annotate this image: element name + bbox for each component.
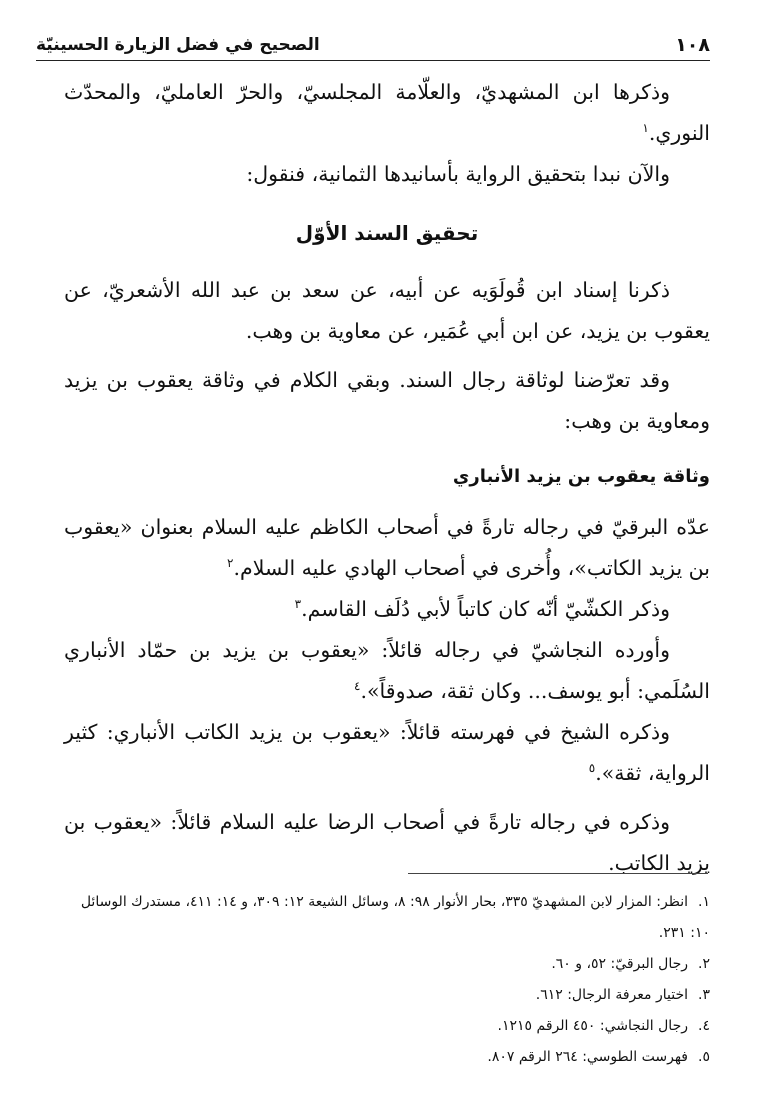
paragraph xyxy=(64,712,710,794)
footnote-ref: ٤ xyxy=(354,679,361,694)
paragraph xyxy=(64,72,710,154)
running-header xyxy=(36,30,710,61)
footnote-divider xyxy=(408,873,708,874)
footnote xyxy=(64,949,710,980)
paragraph xyxy=(64,507,710,589)
footnote-ref: ٥ xyxy=(588,761,596,776)
footnote xyxy=(64,980,710,1011)
paragraph xyxy=(64,589,710,630)
paragraph: ذكرنا إسناد ابن قُولَوَيه عن أبيه، عن سعد بن عبد الله الأشعريّ، عن يعقوب بن يزيد، عن ابن أبي عُمَير، عن معاوية بن وهب. xyxy=(64,278,710,343)
footnote-text: رجال النجاشي: ٤٥٠ الرقم ١٢١٥. xyxy=(497,1018,688,1034)
running-title: الصحيح في فضل الزيارة الحسينيّة xyxy=(36,35,320,55)
paragraph-text: وأورده النجاشيّ في رجاله قائلاً: «يعقوب بن يزيد بن حمّاد الأنباري السُلَمي: أبو يوسف... وكان ثقة، صدوقاً». xyxy=(64,638,710,703)
paragraph: وقد تعرّضنا لوثاقة رجال السند. وبقي الكلام في وثاقة يعقوب بن يزيد ومعاوية بن وهب: xyxy=(64,368,710,433)
paragraph: والآن نبدا بتحقيق الرواية بأسانيدها الثمانية، فنقول: xyxy=(246,162,670,186)
main-text xyxy=(64,72,710,884)
footnote-number: ٢. xyxy=(698,956,710,972)
footnote-ref: ٢ xyxy=(227,556,234,571)
footnote-ref: ٣ xyxy=(294,597,302,612)
footnote xyxy=(64,1042,710,1073)
footnote-number: ٣. xyxy=(698,987,710,1003)
footnotes xyxy=(64,887,710,1073)
footnote xyxy=(64,1011,710,1042)
paragraph xyxy=(64,630,710,712)
footnote xyxy=(64,887,710,949)
footnote-ref: ١ xyxy=(642,121,649,136)
footnote-number: ١. xyxy=(698,894,710,910)
paragraph-text: وذكر الكشّيّ أنّه كان كاتباً لأبي دُلَف القاسم. xyxy=(301,597,670,621)
footnote-text: رجال البرقيّ: ٥٢، و ٦٠. xyxy=(551,956,688,972)
page-number: ١٠٨ xyxy=(675,34,710,56)
paragraph-text: وذكرها ابن المشهديّ، والعلّامة المجلسيّ، والحرّ العامليّ، والمحدّث النوري. xyxy=(64,80,710,145)
footnote-text: انظر: المزار لابن المشهديّ ٣٣٥، بحار الأنوار ٩٨: ٨، وسائل الشيعة ١٢: ٣٠٩، و ١٤: ٤١١، مستدرك الوسائل ١٠: ٢٣١. xyxy=(80,894,710,941)
footnote-text: فهرست الطوسي: ٢٦٤ الرقم ٨٠٧. xyxy=(487,1049,688,1065)
paragraph: وذكره في رجاله تارةً في أصحاب الرضا عليه السلام قائلاً: «يعقوب بن يزيد الكاتب. xyxy=(64,810,710,875)
subsection-heading: وثاقة يعقوب بن يزيد الأنباري xyxy=(452,466,710,487)
footnote-number: ٥. xyxy=(698,1049,710,1065)
section-heading: تحقيق السند الأوّل xyxy=(295,221,479,245)
footnote-number: ٤. xyxy=(698,1018,710,1034)
paragraph-text: وذكره الشيخ في فهرسته قائلاً: «يعقوب بن يزيد الكاتب الأنباري: كثير الرواية، ثقة». xyxy=(64,720,710,785)
paragraph-text: عدّه البرقيّ في رجاله تارةً في أصحاب الكاظم عليه السلام بعنوان «يعقوب بن يزيد الكاتب»، وأُخرى في أصحاب الهادي عليه السلام. xyxy=(64,515,710,580)
footnote-text: اختيار معرفة الرجال: ٦١٢. xyxy=(535,987,688,1003)
